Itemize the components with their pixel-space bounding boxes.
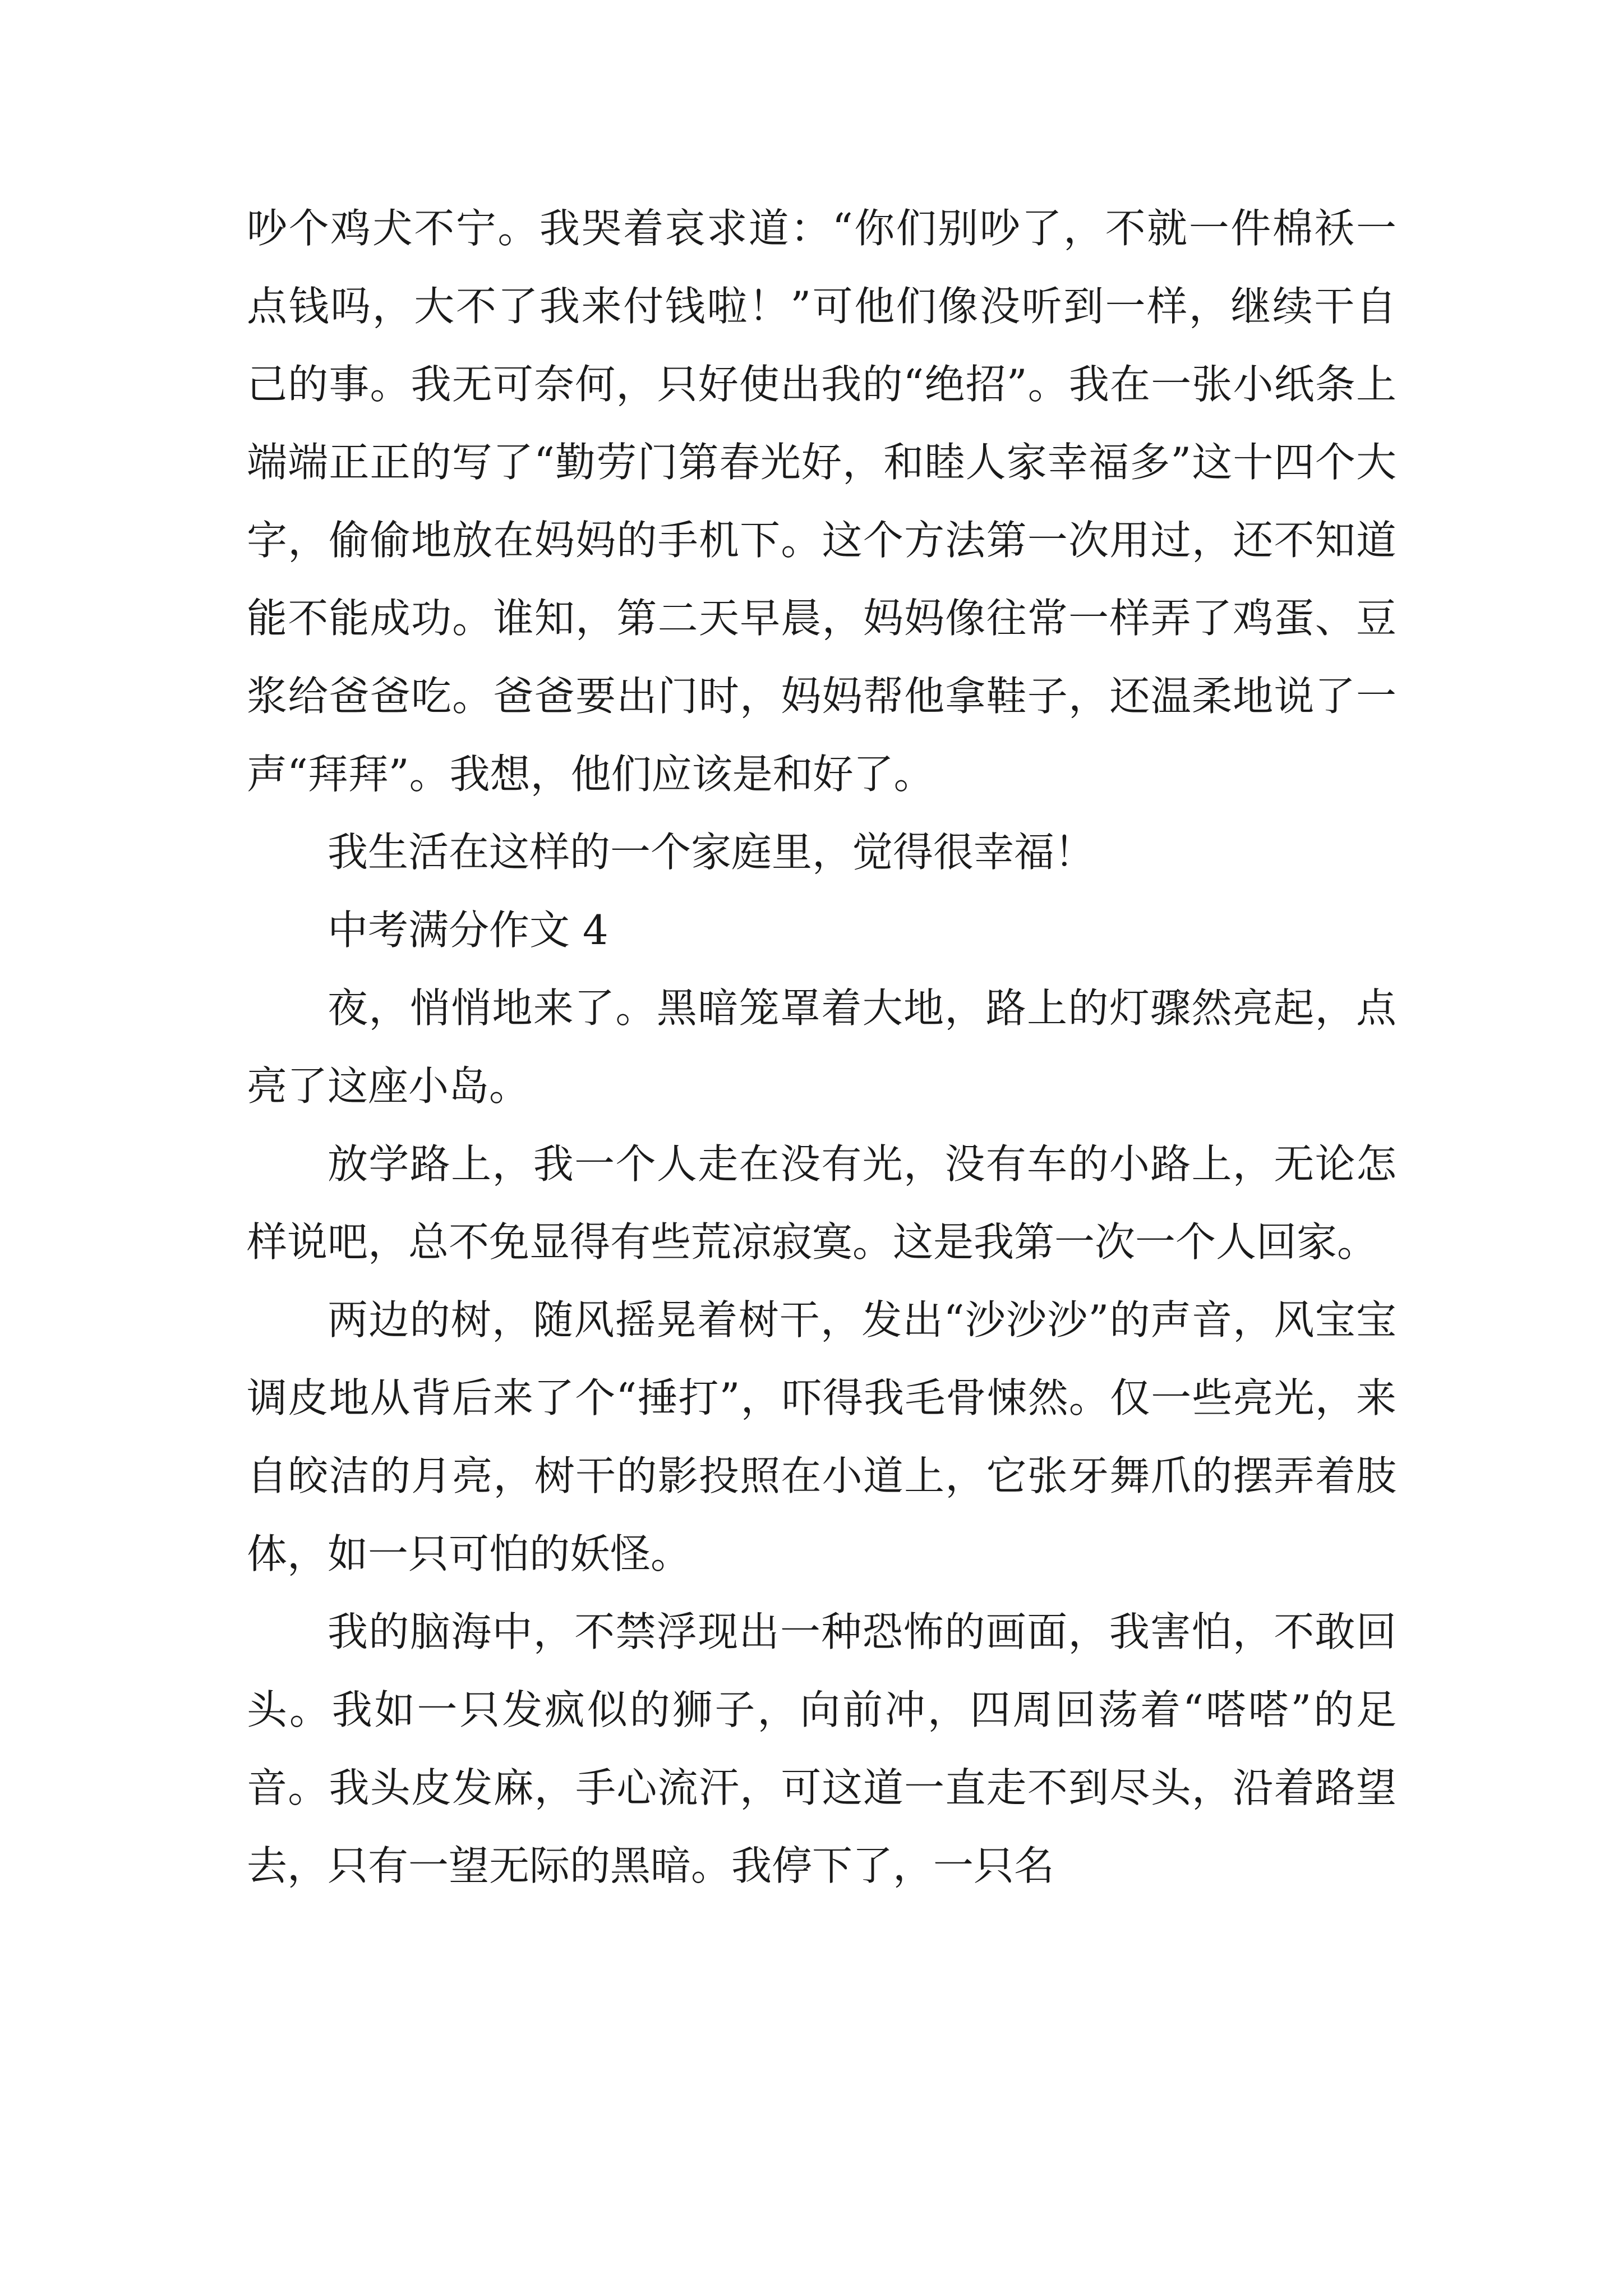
- paragraph-family-quarrel: 吵个鸡犬不宁。我哭着哀求道：“你们别吵了，不就一件棉袄一点钱吗，大不了我来付钱啦！”可他们像没听到一样，继续干自己的事。我无可奈何，只好使出我的“绝招”。我在一张小纸条上端端正正的写了“勤劳门第春光好，和睦人家幸福多”这十四个大字，偷偷地放在妈妈的手机下。这个方法第一次用过，还不知道能不能成功。谁知，第二天早晨，妈妈像往常一样弄了鸡蛋、豆浆给爸爸吃。爸爸要出门时，妈妈帮他拿鞋子，还温柔地说了一声“拜拜”。我想，他们应该是和好了。: [247, 205, 1396, 798]
- paragraph-fear: 我的脑海中，不禁浮现出一种恐怖的画面，我害怕，不敢回头。我如一只发疯似的狮子，向前冲，四周回荡着“嗒嗒”的足音。我头皮发麻，手心流汗，可这道一直走不到尽头，沿着路望去，只有一望无际的黑暗。我停下了，一只名: [247, 1608, 1396, 1889]
- paragraph-trees-wind: 两边的树，随风摇晃着树干，发出“沙沙沙”的声音，风宝宝调皮地从背后来了个“捶打”，吓得我毛骨悚然。仅一些亮光，来自皎洁的月亮，树干的影投照在小道上，它张牙舞爪的摆弄着肢体，如一只可怕的妖怪。: [247, 1296, 1396, 1577]
- paragraph-happy-family: 我生活在这样的一个家庭里，觉得很幸福！: [328, 829, 1095, 876]
- paragraph-night-falls: 夜，悄悄地来了。黑暗笼罩着大地，路上的灯骤然亮起，点亮了这座小岛。: [247, 984, 1396, 1110]
- paragraph-walk-home: 放学路上，我一个人走在没有光，没有车的小路上，无论怎样说吧，总不免显得有些荒凉寂寞。这是我第一次一个人回家。: [247, 1140, 1396, 1266]
- document-body: [247, 190, 1396, 1905]
- essay-heading: 中考满分作文 4: [328, 907, 608, 954]
